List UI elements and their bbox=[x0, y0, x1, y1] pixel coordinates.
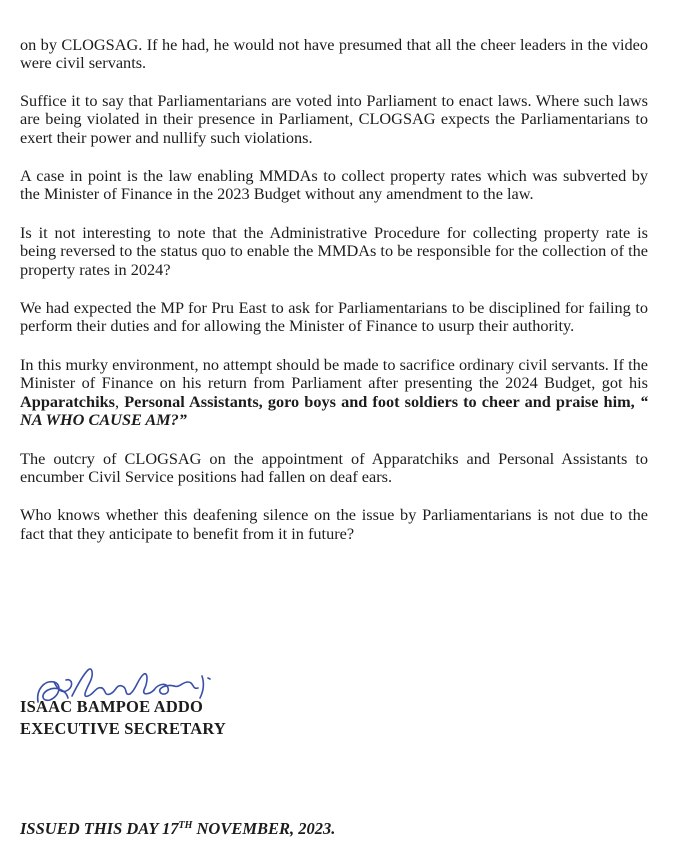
letter-body bbox=[20, 36, 648, 563]
paragraph-murky-quote: “ NA WHO CAUSE AM?” bbox=[20, 391, 649, 430]
issued-date-line bbox=[20, 820, 335, 838]
paragraph-deafening-silence: Who knows whether this deafening silence on the issue by Parliamentarians is not due to the fact that they anticipate to benefit from it in future? bbox=[20, 505, 648, 543]
issued-prefix: ISSUED THIS DAY 17 bbox=[20, 819, 179, 838]
paragraph-murky-bold-assistants: Personal Assistants, goro boys and foot soldiers to cheer and praise him, bbox=[124, 391, 635, 411]
paragraph-murky-plain-text: In this murky environment, no attempt should be made to sacrifice ordinary civil servants. If the Minister of Finance on his return from Parliament after presenting the 2024 Budget, got his bbox=[20, 354, 648, 393]
paragraph-cheer-leaders: on by CLOGSAG. If he had, he would not have presumed that all the cheer leaders in the video were civil servants. bbox=[20, 35, 648, 73]
signatory-name: ISAAC BAMPOE ADDO bbox=[20, 697, 204, 716]
paragraph-outcry: The outcry of CLOGSAG on the appointment of Apparatchiks and Personal Assistants to encumber Civil Service positions had fallen on deaf ears. bbox=[20, 448, 648, 486]
signature-block bbox=[20, 660, 340, 750]
paragraph-parliamentarians-role: Suffice it to say that Parliamentarians are voted into Parliament to enact laws. Where such laws are being violated in their presence in Parliament, CLOGSAG expects the Parliamentarians to exert their power and nullify such violations. bbox=[20, 90, 648, 147]
issued-suffix: NOVEMBER, 2023. bbox=[192, 819, 336, 838]
issued-ordinal: TH bbox=[178, 820, 193, 831]
signatory-title: EXECUTIVE SECRETARY bbox=[20, 719, 226, 738]
paragraph-murky-environment bbox=[20, 356, 648, 430]
paragraph-murky-bold-apparatchiks: Apparatchiks bbox=[20, 391, 115, 411]
paragraph-mp-pru-east: We had expected the MP for Pru East to ask for Parliamentarians to be disciplined for failing to perform their duties and for allowing the Minister of Finance to usurp their authority. bbox=[20, 298, 648, 336]
paragraph-property-rates-law: A case in point is the law enabling MMDAs to collect property rates which was subverted by the Minister of Finance in the 2023 Budget without any amendment to the law. bbox=[20, 166, 648, 204]
paragraph-administrative-procedure: Is it not interesting to note that the Administrative Procedure for collecting property rate is being reversed to the status quo to enable the MMDAs to be responsible for the collection of the property rates in 2024? bbox=[20, 222, 648, 279]
paragraph-murky-separator: , bbox=[115, 391, 125, 411]
